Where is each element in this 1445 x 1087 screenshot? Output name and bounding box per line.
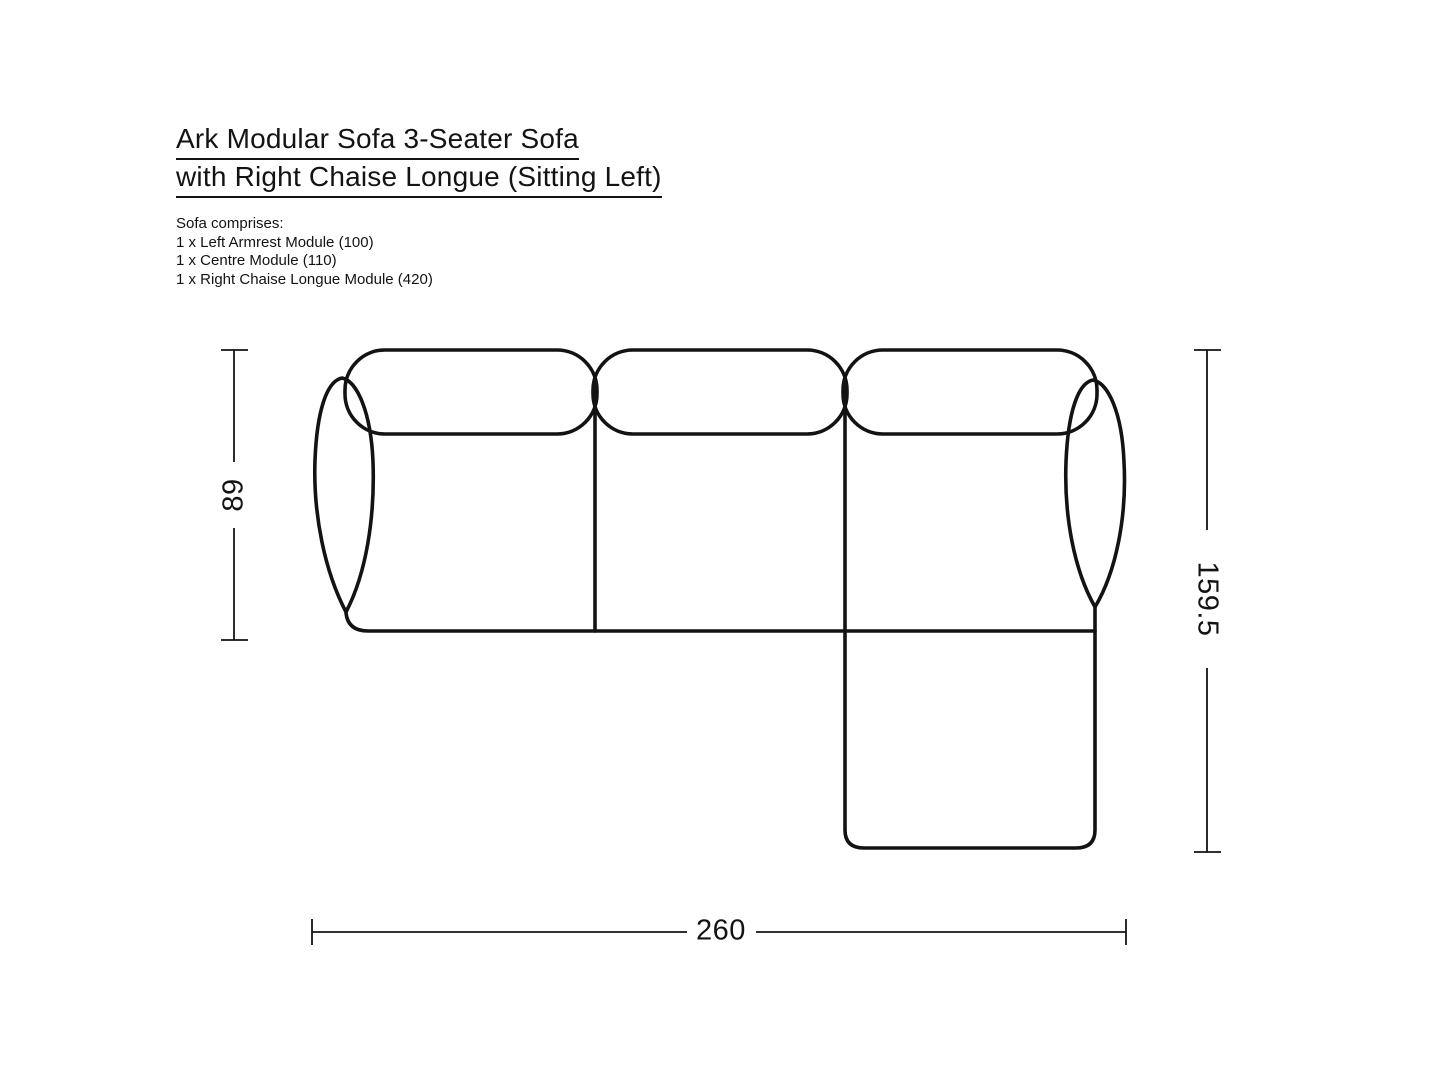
dimension-label-total-width: 260 — [696, 914, 746, 947]
left-armrest-outline — [315, 378, 373, 612]
dimension-label-sofa-depth: 89 — [217, 478, 250, 512]
right-armrest-outline — [1066, 380, 1125, 607]
product-title-line-1: Ark Modular Sofa 3-Seater Sofa — [176, 123, 579, 160]
seat-front-line — [346, 613, 1095, 631]
module-list-item: 1 x Left Armrest Module (100) — [176, 233, 374, 251]
dimension-label-total-depth: 159.5 — [1191, 561, 1224, 637]
back-cushion-right — [843, 350, 1097, 434]
module-list-heading: Sofa comprises: — [176, 215, 284, 232]
module-list-item: 1 x Centre Module (110) — [176, 252, 337, 269]
product-title-line-2: with Right Chaise Longue (Sitting Left) — [176, 161, 662, 198]
chaise-longue-outline — [845, 378, 1095, 848]
module-list-item: 1 x Right Chaise Longue Module (420) — [176, 270, 433, 288]
back-cushion-left — [345, 350, 597, 434]
back-cushion-centre — [593, 350, 847, 434]
